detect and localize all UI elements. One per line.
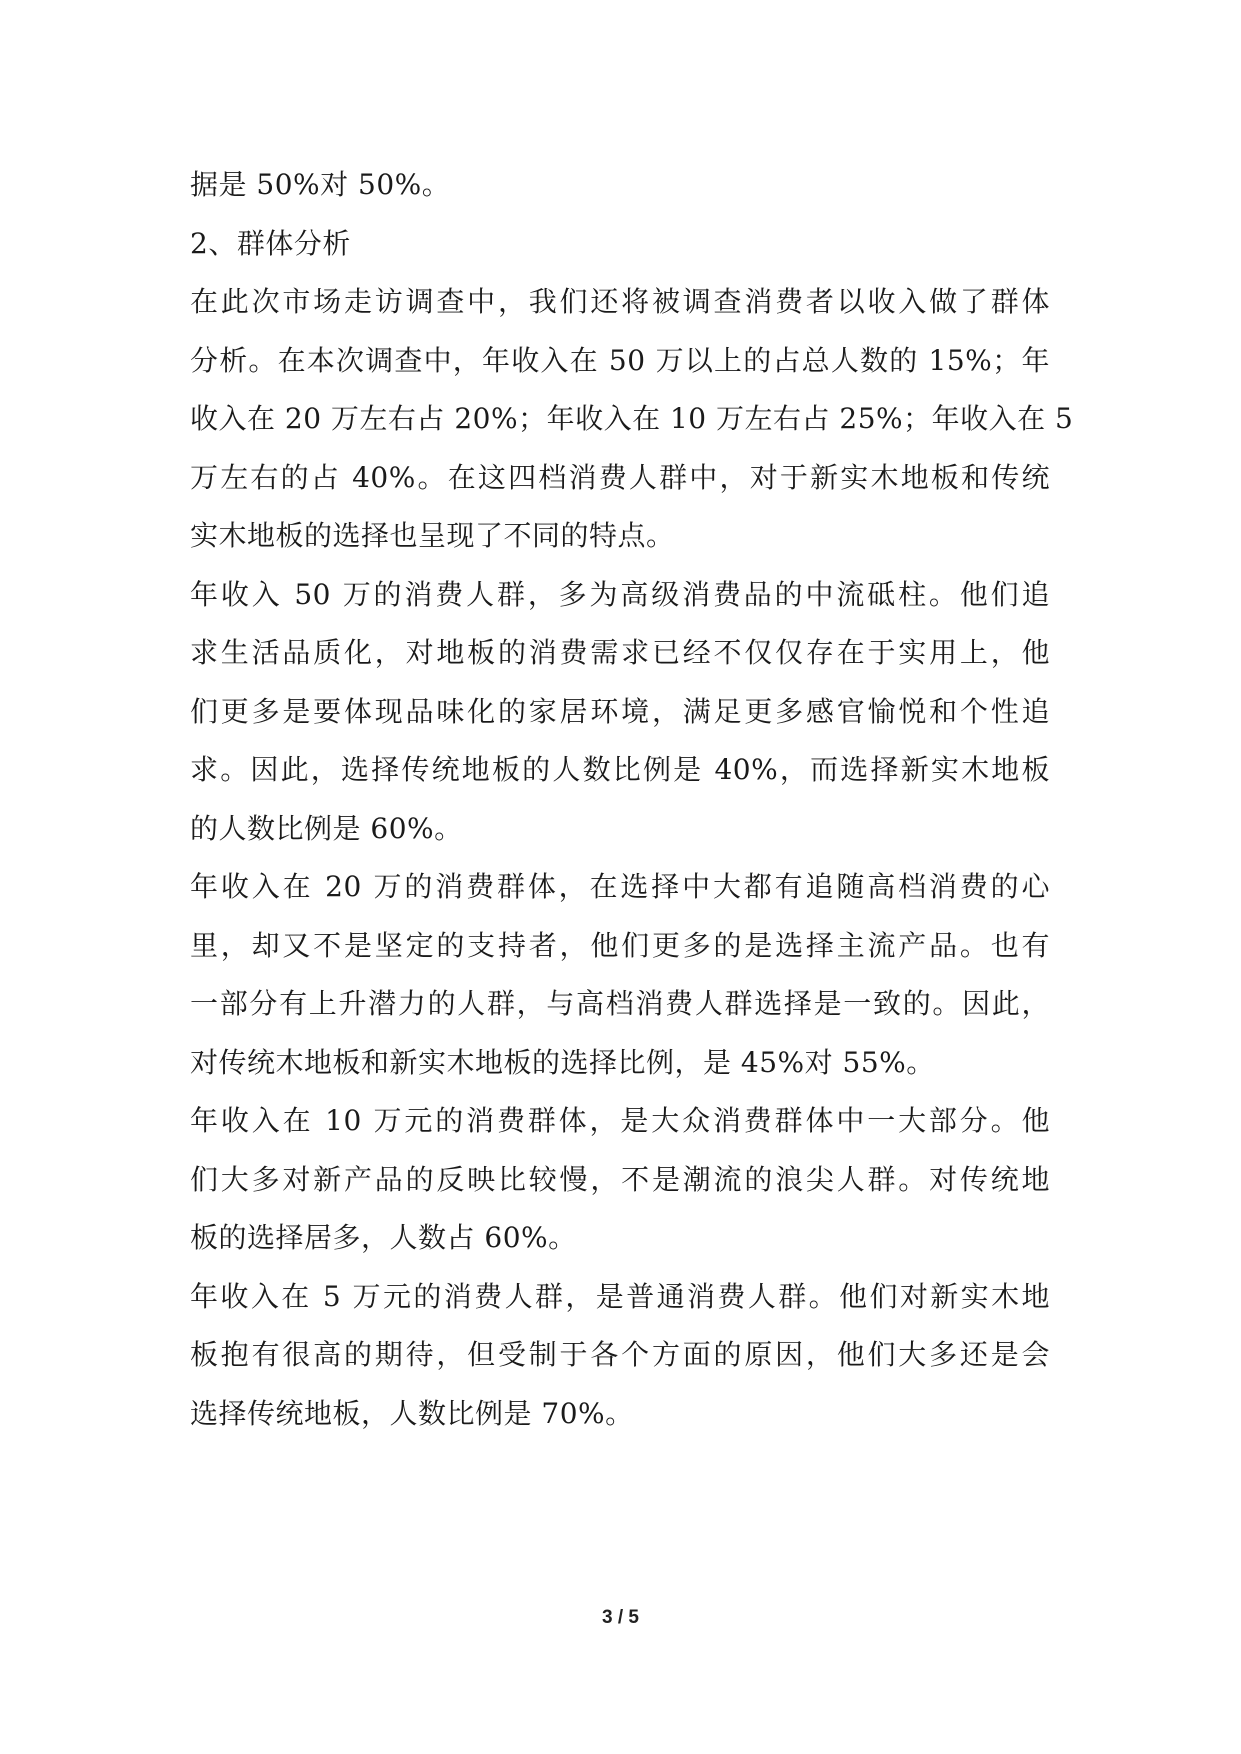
text-line: 里，却又不是坚定的支持者，他们更多的是选择主流产品。也有: [190, 928, 1050, 962]
text-line: 求生活品质化，对地板的消费需求已经不仅仅存在于实用上，他: [190, 636, 1050, 669]
text-line: 万左右的占 40%。在这四档消费人群中，对于新实木地板和传统: [190, 460, 1050, 494]
text-line: 们更多是要体现品味化的家居环境，满足更多感官愉悦和个性追: [190, 694, 1050, 728]
page-body: [190, 156, 1074, 1443]
text-line: 在此次市场走访调查中，我们还将被调查消费者以收入做了群体: [190, 285, 1050, 318]
text-line: 年收入 50 万的消费人群，多为高级消费品的中流砥柱。他们追: [190, 577, 1050, 611]
text-line: 对传统木地板和新实木地板的选择比例，是 45%对 55%。: [190, 1045, 935, 1079]
text-line: 一部分有上升潜力的人群，与高档消费人群选择是一致的。因此，: [190, 987, 1050, 1020]
page-number: 3 / 5: [602, 1607, 639, 1628]
text-line: 年收入在 20 万的消费群体，在选择中大都有追随高档消费的心: [190, 870, 1050, 903]
text-line: 年收入在 10 万元的消费群体，是大众消费群体中一大部分。他: [190, 1104, 1050, 1137]
text-line: 们大多对新产品的反映比较慢，不是潮流的浪尖人群。对传统地: [190, 1162, 1050, 1196]
text-line: 板抱有很高的期待，但受制于各个方面的原因，他们大多还是会: [190, 1338, 1050, 1371]
section-heading: 2、群体分析: [190, 226, 351, 260]
text-line: 的人数比例是 60%。: [190, 811, 463, 845]
text-line: 分析。在本次调查中，年收入在 50 万以上的占总人数的 15%；年: [190, 343, 1050, 377]
text-line: 实木地板的选择也呈现了不同的特点。: [190, 519, 675, 552]
text-line: 收入在 20 万左右占 20%；年收入在 10 万左右占 25%；年收入在 5: [190, 402, 1074, 435]
text-line: 据是 50%对 50%。: [190, 168, 451, 201]
text-line: 选择传统地板，人数比例是 70%。: [190, 1396, 634, 1430]
text-line: 板的选择居多，人数占 60%。: [190, 1221, 577, 1254]
text-line: 求。因此，选择传统地板的人数比例是 40%，而选择新实木地板: [190, 753, 1050, 786]
text-line: 年收入在 5 万元的消费人群，是普通消费人群。他们对新实木地: [190, 1279, 1050, 1313]
